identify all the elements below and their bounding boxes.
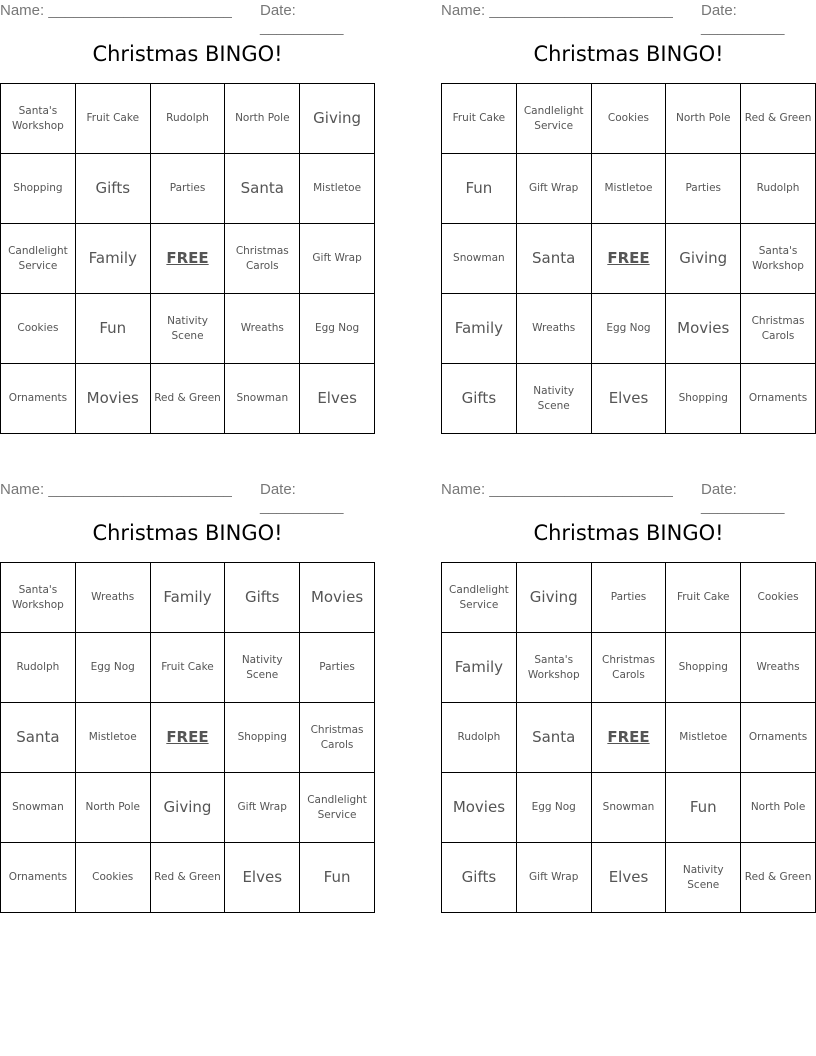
- bingo-row: [442, 154, 816, 224]
- card-title: Christmas BINGO!: [92, 521, 283, 545]
- bingo-cell: Ornaments: [1, 843, 76, 913]
- bingo-cell: Fruit Cake: [442, 84, 517, 154]
- bingo-cell: Santa: [516, 224, 591, 294]
- bingo-grid: [0, 83, 375, 434]
- bingo-cell: Christmas Carols: [225, 224, 300, 294]
- bingo-row: [1, 294, 375, 364]
- bingo-cell: Egg Nog: [300, 294, 375, 364]
- bingo-cell: North Pole: [225, 84, 300, 154]
- bingo-row: [1, 154, 375, 224]
- free-space: FREE: [150, 703, 225, 773]
- bingo-cell: Elves: [300, 364, 375, 434]
- bingo-cell: Candlelight Service: [442, 563, 517, 633]
- bingo-card: [441, 0, 816, 435]
- bingo-cell: Cookies: [1, 294, 76, 364]
- bingo-cell: Ornaments: [741, 703, 816, 773]
- bingo-card: [0, 0, 375, 435]
- bingo-row: [1, 773, 375, 843]
- bingo-cell: Gifts: [75, 154, 150, 224]
- bingo-cell: Cookies: [591, 84, 666, 154]
- bingo-cell: Santa: [516, 703, 591, 773]
- bingo-cell: Elves: [591, 843, 666, 913]
- bingo-cell: Gifts: [442, 843, 517, 913]
- bingo-card: [441, 479, 816, 914]
- bingo-cell: Movies: [75, 364, 150, 434]
- bingo-cell: Santa: [225, 154, 300, 224]
- bingo-cell: North Pole: [75, 773, 150, 843]
- bingo-cell: Candlelight Service: [1, 224, 76, 294]
- bingo-cell: Wreaths: [741, 633, 816, 703]
- date-line: Date: __________: [701, 481, 785, 515]
- bingo-cell: North Pole: [741, 773, 816, 843]
- bingo-cell: Snowman: [1, 773, 76, 843]
- bingo-grid: [441, 562, 816, 913]
- bingo-cell: Elves: [225, 843, 300, 913]
- bingo-cell: Parties: [591, 563, 666, 633]
- bingo-row: [1, 843, 375, 913]
- free-space: FREE: [150, 224, 225, 294]
- name-line: Name: ______________________: [0, 481, 232, 498]
- bingo-cell: Snowman: [225, 364, 300, 434]
- bingo-cell: Parties: [150, 154, 225, 224]
- bingo-cell: Ornaments: [1, 364, 76, 434]
- bingo-cell: Giving: [516, 563, 591, 633]
- bingo-cell: Gift Wrap: [516, 843, 591, 913]
- bingo-cell: Red & Green: [150, 364, 225, 434]
- date-line: Date: __________: [701, 2, 785, 36]
- bingo-cell: Wreaths: [225, 294, 300, 364]
- bingo-cell: Giving: [150, 773, 225, 843]
- bingo-row: [442, 84, 816, 154]
- bingo-row: [442, 224, 816, 294]
- bingo-cell: Family: [150, 563, 225, 633]
- bingo-cell: Fruit Cake: [150, 633, 225, 703]
- bingo-cell: Mistletoe: [666, 703, 741, 773]
- bingo-cell: Movies: [442, 773, 517, 843]
- bingo-row: [1, 563, 375, 633]
- date-line: Date: __________: [260, 2, 344, 36]
- bingo-row: [442, 364, 816, 434]
- free-space: FREE: [591, 703, 666, 773]
- bingo-row: [1, 224, 375, 294]
- name-line: Name: ______________________: [441, 2, 673, 19]
- free-space: FREE: [591, 224, 666, 294]
- bingo-cell: Gift Wrap: [225, 773, 300, 843]
- bingo-cell: Red & Green: [741, 843, 816, 913]
- bingo-cell: Shopping: [666, 633, 741, 703]
- bingo-row: [442, 294, 816, 364]
- bingo-row: [1, 364, 375, 434]
- card-title: Christmas BINGO!: [533, 521, 724, 545]
- bingo-cell: Fun: [442, 154, 517, 224]
- bingo-cell: Fun: [666, 773, 741, 843]
- bingo-cell: Elves: [591, 364, 666, 434]
- bingo-cell: Cookies: [741, 563, 816, 633]
- card-header: [441, 2, 816, 36]
- bingo-cell: Mistletoe: [75, 703, 150, 773]
- bingo-row: [442, 703, 816, 773]
- bingo-cell: Family: [442, 294, 517, 364]
- bingo-cell: Rudolph: [1, 633, 76, 703]
- bingo-cell: Mistletoe: [300, 154, 375, 224]
- bingo-cell: Nativity Scene: [225, 633, 300, 703]
- bingo-row: [442, 563, 816, 633]
- bingo-cell: Ornaments: [741, 364, 816, 434]
- bingo-cell: Egg Nog: [75, 633, 150, 703]
- bingo-cell: Red & Green: [150, 843, 225, 913]
- card-title: Christmas BINGO!: [92, 42, 283, 66]
- bingo-cell: Wreaths: [516, 294, 591, 364]
- bingo-row: [442, 773, 816, 843]
- bingo-cell: North Pole: [666, 84, 741, 154]
- bingo-row: [1, 633, 375, 703]
- name-line: Name: ______________________: [0, 2, 232, 19]
- bingo-cell: Santa's Workshop: [1, 563, 76, 633]
- card-header: [441, 481, 816, 515]
- bingo-card: [0, 479, 375, 914]
- bingo-cell: Shopping: [666, 364, 741, 434]
- bingo-cell: Gifts: [442, 364, 517, 434]
- bingo-cell: Giving: [666, 224, 741, 294]
- bingo-cell: Christmas Carols: [591, 633, 666, 703]
- bingo-cell: Santa's Workshop: [1, 84, 76, 154]
- bingo-cell: Fun: [300, 843, 375, 913]
- bingo-cell: Red & Green: [741, 84, 816, 154]
- bingo-cell: Giving: [300, 84, 375, 154]
- bingo-grid: [441, 83, 816, 434]
- bingo-cell: Candlelight Service: [516, 84, 591, 154]
- card-header: [0, 2, 375, 36]
- bingo-cell: Egg Nog: [591, 294, 666, 364]
- bingo-cell: Gift Wrap: [516, 154, 591, 224]
- bingo-cell: Rudolph: [442, 703, 517, 773]
- bingo-cell: Fun: [75, 294, 150, 364]
- bingo-cell: Fruit Cake: [75, 84, 150, 154]
- bingo-cell: Candlelight Service: [300, 773, 375, 843]
- bingo-cell: Parties: [300, 633, 375, 703]
- bingo-cell: Movies: [666, 294, 741, 364]
- bingo-cell: Wreaths: [75, 563, 150, 633]
- bingo-cell: Santa's Workshop: [741, 224, 816, 294]
- bingo-cell: Mistletoe: [591, 154, 666, 224]
- bingo-cell: Nativity Scene: [150, 294, 225, 364]
- card-title: Christmas BINGO!: [533, 42, 724, 66]
- bingo-cell: Fruit Cake: [666, 563, 741, 633]
- date-line: Date: __________: [260, 481, 344, 515]
- bingo-cell: Parties: [666, 154, 741, 224]
- bingo-cell: Rudolph: [150, 84, 225, 154]
- bingo-cell: Cookies: [75, 843, 150, 913]
- bingo-cell: Family: [442, 633, 517, 703]
- bingo-cell: Nativity Scene: [666, 843, 741, 913]
- bingo-cell: Christmas Carols: [300, 703, 375, 773]
- bingo-cell: Rudolph: [741, 154, 816, 224]
- bingo-row: [442, 843, 816, 913]
- bingo-row: [442, 633, 816, 703]
- bingo-cell: Egg Nog: [516, 773, 591, 843]
- bingo-cell: Snowman: [591, 773, 666, 843]
- bingo-grid: [0, 562, 375, 913]
- bingo-row: [1, 84, 375, 154]
- bingo-cell: Snowman: [442, 224, 517, 294]
- bingo-cell: Nativity Scene: [516, 364, 591, 434]
- bingo-cell: Gift Wrap: [300, 224, 375, 294]
- bingo-cell: Gifts: [225, 563, 300, 633]
- bingo-cell: Family: [75, 224, 150, 294]
- bingo-cell: Christmas Carols: [741, 294, 816, 364]
- bingo-cell: Santa: [1, 703, 76, 773]
- card-header: [0, 481, 375, 515]
- bingo-cell: Shopping: [225, 703, 300, 773]
- bingo-cell: Shopping: [1, 154, 76, 224]
- bingo-row: [1, 703, 375, 773]
- bingo-cell: Movies: [300, 563, 375, 633]
- name-line: Name: ______________________: [441, 481, 673, 498]
- bingo-cell: Santa's Workshop: [516, 633, 591, 703]
